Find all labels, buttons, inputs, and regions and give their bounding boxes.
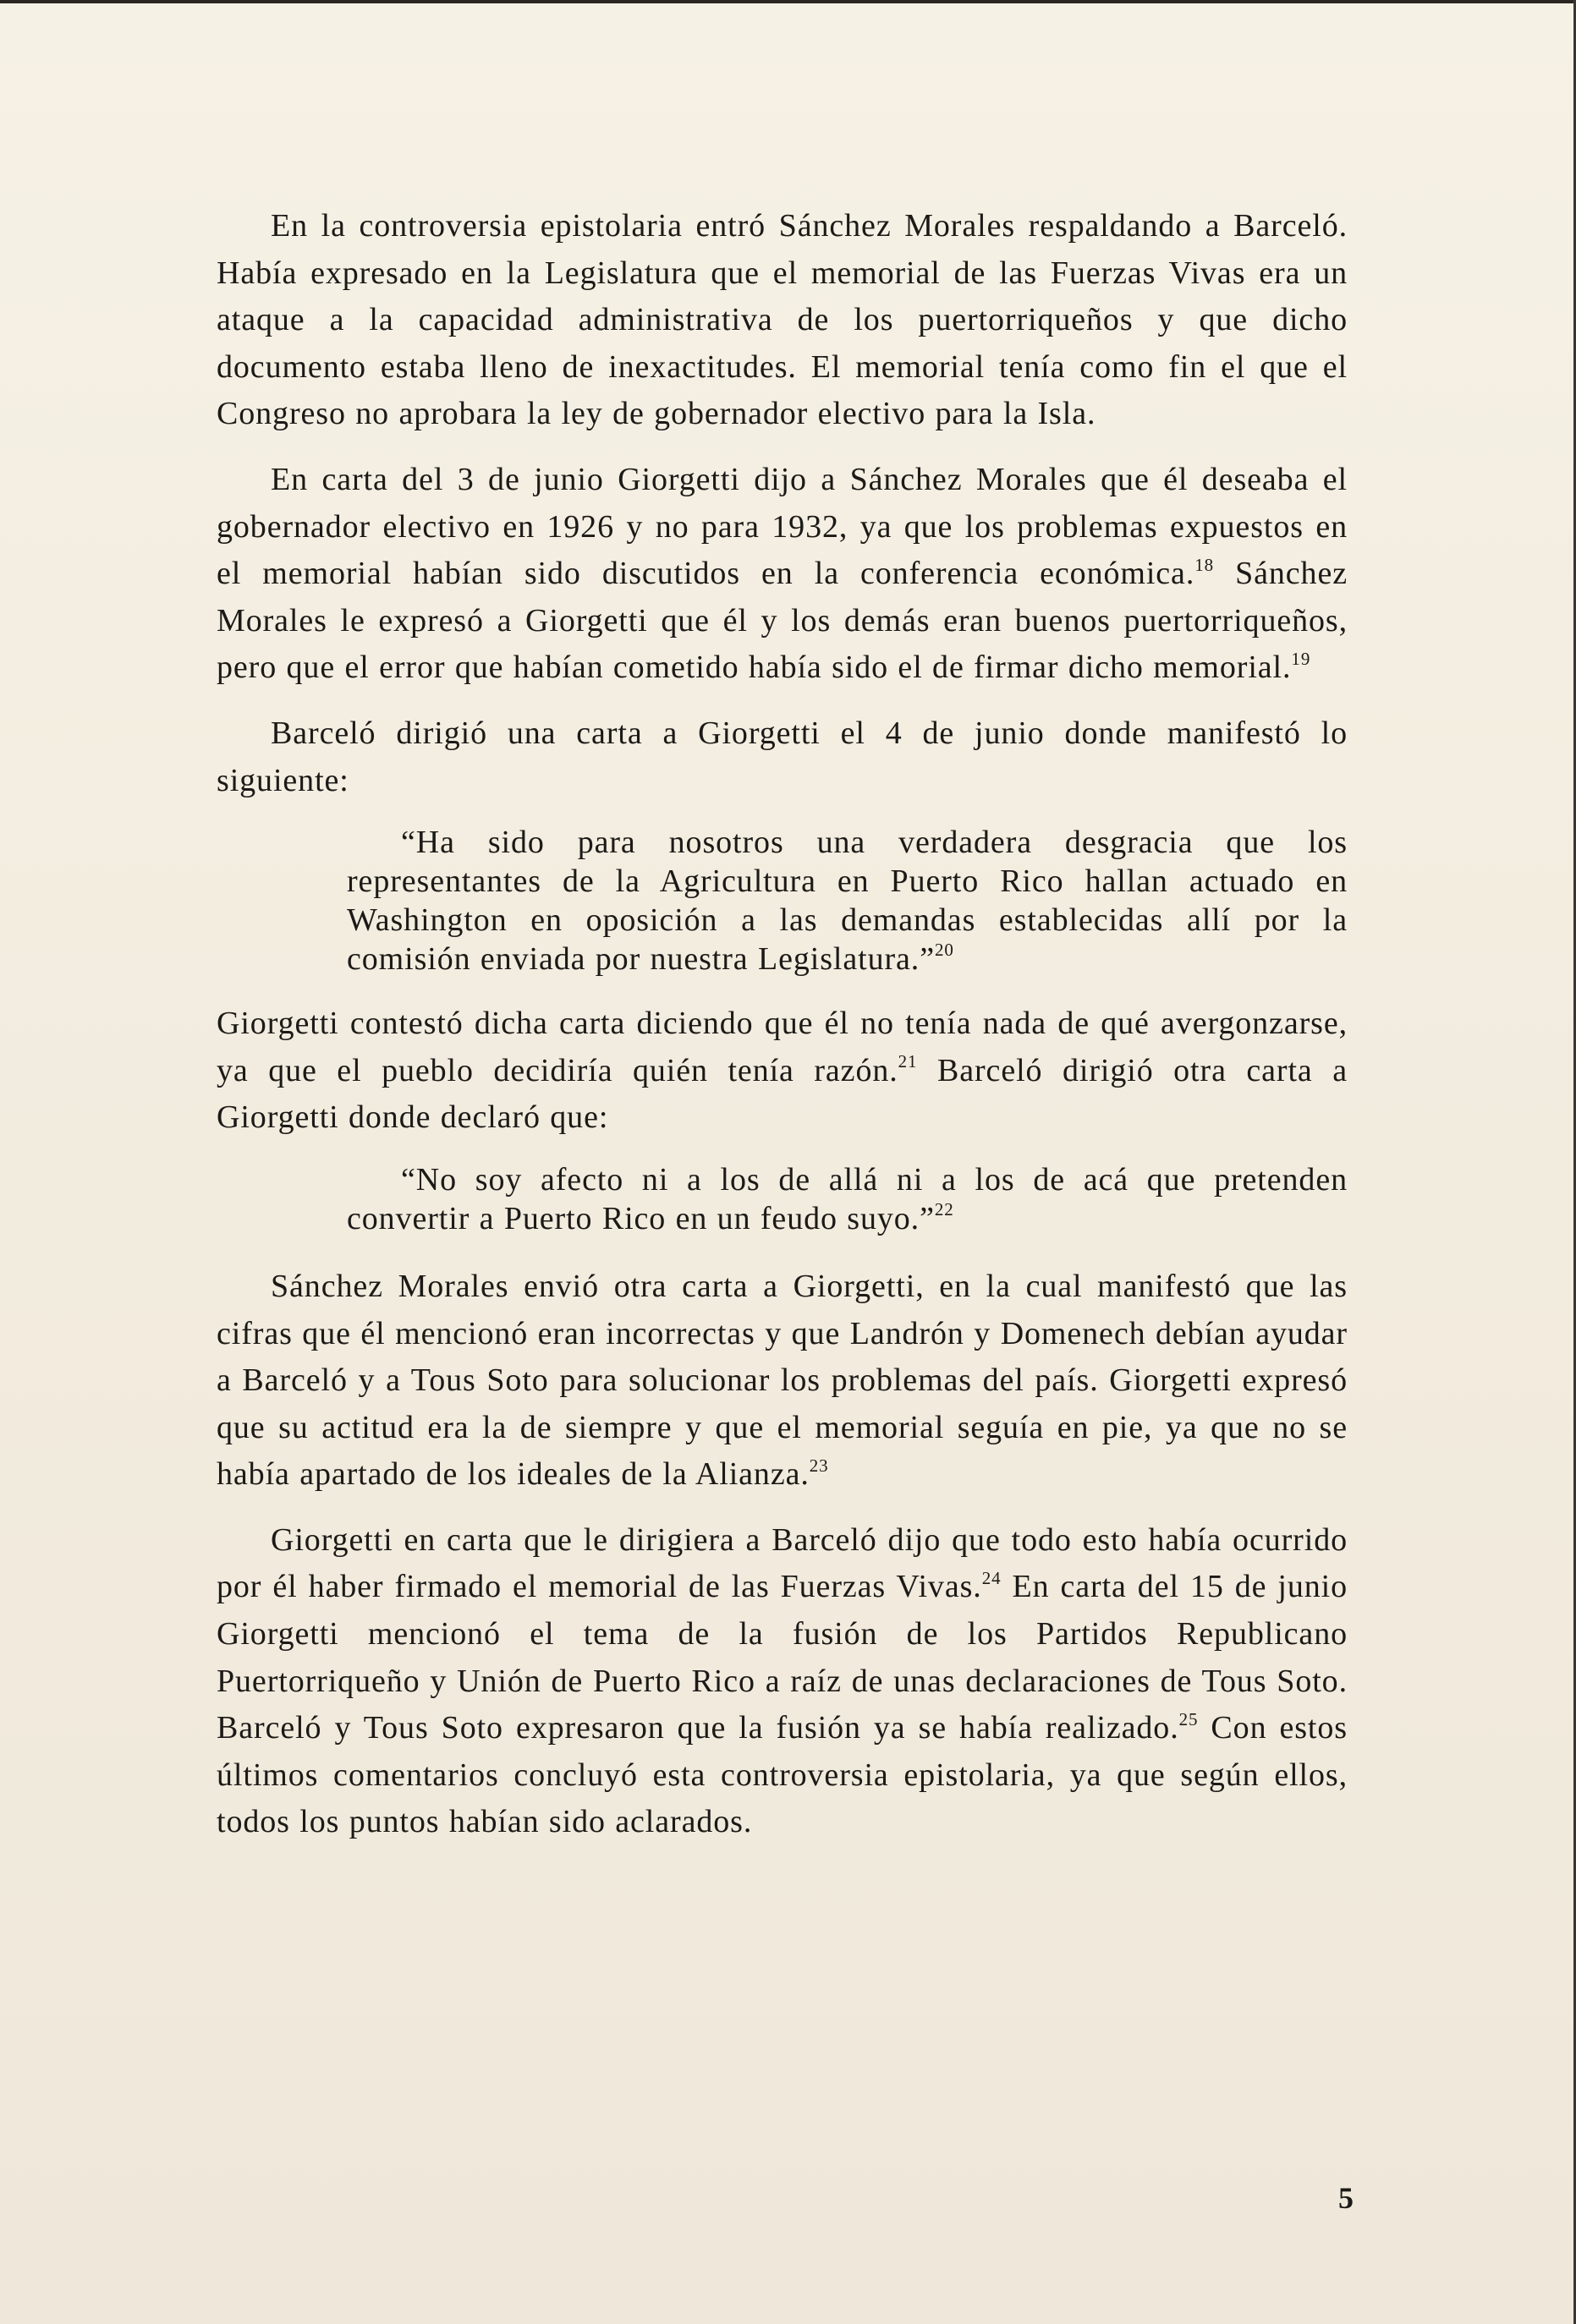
footnote-ref-25: 25 [1178, 1708, 1199, 1729]
paragraph-text: Sánchez Morales le expresó a Giorgetti que él y los demás eran buenos puertorriqueños, pero que el error que habían cometido había sido el de firmar dicho memorial. [217, 556, 1348, 686]
paragraph-1 [217, 203, 1348, 438]
block-quote-1 [347, 823, 1348, 978]
paragraph-6 [217, 1517, 1348, 1846]
page-number: 5 [1338, 2181, 1354, 2215]
paragraph-text: Giorgetti contestó dicha carta diciendo que él no tenía nada de qué avergonzarse, ya que el pueblo decidiría quién tenía razón. [217, 1006, 1348, 1088]
footnote-ref-23: 23 [809, 1455, 829, 1476]
paragraph-5 [217, 1263, 1348, 1499]
paragraph-text: Giorgetti en carta que le dirigiera a Barceló dijo que todo esto había ocurrido por él haber firmado el memorial de las Fuerzas Vivas. [217, 1521, 1348, 1605]
paragraph-text: En carta del 3 de junio Giorgetti dijo a Sánchez Morales que él deseaba el gobernador electivo en 1926 y no para 1932, ya que los problemas expuestos en el memorial habían sido discutidos en la conferencia económica. [217, 461, 1348, 592]
paragraph-3 [217, 710, 1348, 804]
quote-text: “No soy afecto ni a los de allá ni a los de acá que pretenden convertir a Puerto Rico en un feudo suyo.” [347, 1161, 1348, 1236]
paragraph-text: Barceló dirigió una carta a Giorgetti el 4 de junio donde manifestó lo siguiente: [217, 715, 1348, 798]
footnote-ref-22: 22 [934, 1199, 954, 1220]
block-quote-2 [347, 1160, 1348, 1238]
footnote-ref-18: 18 [1194, 554, 1215, 575]
quote-text: “Ha sido para nosotros una verdadera desgracia que los representantes de la Agricultura en Puerto Rico hallan actuado en Washington en oposición a las demandas establecidas allí por la comisión enviada por nuestra Legislatura.” [347, 825, 1348, 978]
footnote-ref-19: 19 [1291, 648, 1311, 669]
page-top-edge [0, 0, 1576, 3]
footnote-ref-21: 21 [898, 1051, 918, 1072]
paragraph-text: En carta del 15 de junio Giorgetti mencionó el tema de la fusión de los Partidos Republicano Puertorriqueño y Unión de Puerto Rico a raíz de unas declaraciones de Tous Soto. Barceló y Tous Soto expresaron que la fusión ya se había realizado. [217, 1569, 1348, 1746]
footnote-ref-24: 24 [981, 1567, 1002, 1588]
paragraph-text: Sánchez Morales envió otra carta a Giorgetti, en la cual manifestó que las cifras que él mencionó eran incorrectas y que Landrón y Domenech debían ayudar a Barceló y a Tous Soto para solucionar los problemas del país. Giorgetti expresó que su actitud era la de siempre y que el memorial seguía en pie, ya que no se había apartado de los ideales de la Alianza. [217, 1268, 1348, 1493]
paragraph-4 [217, 1000, 1348, 1142]
paragraph-text: Con estos últimos comentarios concluyó esta controversia epistolaria, ya que según ellos, todos los puntos habían sido aclarados. [217, 1710, 1348, 1840]
footnote-ref-20: 20 [934, 940, 954, 961]
paragraph-2 [217, 457, 1348, 692]
body-text [217, 203, 1348, 1865]
paragraph-text: Barceló dirigió otra carta a Giorgetti donde declaró que: [217, 1052, 1348, 1136]
paragraph-text: En la controversia epistolaria entró Sánchez Morales respaldando a Barceló. Había expresado en la Legislatura que el memorial de las Fuerzas Vivas era un ataque a la capacidad administrativa de los puertorriqueños y que dicho documento estaba lleno de inexactitudes. El memorial tenía como fin el que el Congreso no aprobara la ley de gobernador electivo para la Isla. [217, 208, 1348, 432]
